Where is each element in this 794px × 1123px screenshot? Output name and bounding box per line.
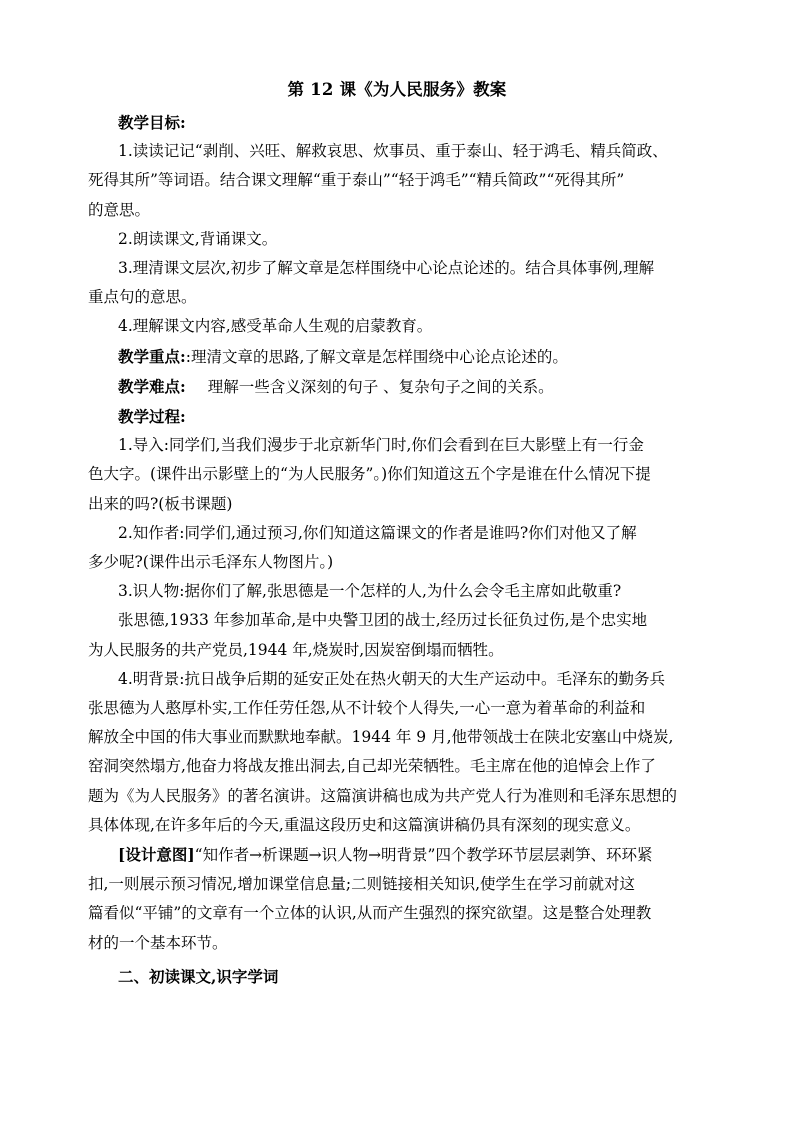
- difficulty: [118, 372, 700, 402]
- step-4: [88, 665, 700, 840]
- goal-1: [88, 137, 700, 225]
- person-intro: [88, 606, 700, 664]
- design-intent-line-4: 材的一个基本环节。: [88, 933, 228, 952]
- goal-1-line-3: 的意思。: [88, 200, 151, 219]
- step-2: [88, 519, 700, 577]
- page-title: 第 12 课《为人民服务》教案: [287, 80, 507, 99]
- step-4-line-5: 题为《为人民服务》的著名演讲。这篇演讲稿也成为共产党人行为准则和毛泽东思想的: [88, 786, 678, 805]
- goals-heading: 教学目标:: [118, 113, 186, 132]
- step-4-line-2: 张思德为人憨厚朴实,工作任劳任怨,从不计较个人得失,一心一意为着革命的利益和: [88, 699, 646, 718]
- design-intent-line-3: 篇看似“平铺”的文章有一个立体的认识,从而产生强烈的探究欲望。这是整合处理教: [88, 904, 652, 923]
- step-4-line-1: 4.明背景:抗日战争后期的延安正处在热火朝天的大生产运动中。毛泽东的勤务兵: [118, 669, 666, 688]
- step-1-line-2: 色大字。(课件出示影壁上的“为人民服务”。)你们知道这五个字是谁在什么情况下提: [88, 465, 651, 484]
- difficulty-label: 教学难点:: [118, 376, 186, 396]
- goal-4-line: 4.理解课文内容,感受革命人生观的启蒙教育。: [118, 317, 433, 336]
- key-point-text: :理清文章的思路,了解文章是怎样围绕中心论点论述的。: [185, 347, 568, 366]
- step-2-line-2: 多少呢?(课件出示毛泽东人物图片。): [88, 553, 334, 572]
- key-point-label: 教学重点:: [118, 346, 186, 366]
- goal-2: [118, 225, 700, 254]
- step-4-line-3: 解放全中国的伟大事业而默默地奉献。1944 年 9 月,他带领战士在陕北安塞山中烧炭,: [88, 728, 674, 747]
- step-4-line-4: 窑洞突然塌方,他奋力将战友推出洞去,自己却光荣牺牲。毛主席在他的追悼会上作了: [88, 757, 656, 776]
- step-1: [88, 431, 700, 519]
- design-intent-line-1: “知作者→析课题→识人物→明背景”四个教学环节层层剥笋、环环紧: [194, 846, 653, 865]
- design-intent-label: [设计意图]: [118, 845, 195, 865]
- person-intro-line-1: 张思德,1933 年参加革命,是中央警卫团的战士,经历过长征负过伤,是个忠实地: [118, 611, 648, 630]
- step-3: [118, 577, 700, 606]
- design-intent-line-2: 扣,一则展示预习情况,增加课堂信息量;二则链接相关知识,使学生在学习前就对这: [88, 875, 636, 894]
- difficulty-text: 理解一些含义深刻的句子 、复杂句子之间的关系。: [207, 377, 554, 396]
- goal-4: [118, 312, 700, 341]
- step-2-line-1: 2.知作者:同学们,通过预习,你们知道这篇课文的作者是谁吗?你们对他又了解: [118, 523, 637, 542]
- step-1-line-1: 1.导入:同学们,当我们漫步于北京新华门时,你们会看到在巨大影壁上有一行金: [118, 436, 644, 455]
- document-body: [88, 108, 700, 991]
- design-intent: [88, 840, 700, 958]
- step-4-line-6: 具体体现,在许多年后的今天,重温这段历史和这篇演讲稿仍具有深刻的现实意义。: [88, 815, 641, 834]
- step-3-line: 3.识人物:据你们了解,张思德是一个怎样的人,为什么会令毛主席如此敬重?: [118, 582, 622, 601]
- process-heading: 教学过程:: [118, 407, 186, 427]
- goal-3-line-1: 3.理清课文层次,初步了解文章是怎样围绕中心论点论述的。结合具体事例,理解: [118, 259, 655, 278]
- step-1-line-3: 出来的吗?(板书课题): [88, 494, 233, 513]
- person-intro-line-2: 为人民服务的共产党员,1944 年,烧炭时,因炭窑倒塌而牺牲。: [88, 640, 504, 659]
- goal-1-line-2: 死得其所”等词语。结合课文理解“重于泰山”“轻于鸿毛”“精兵简政”“死得其所”: [88, 171, 625, 190]
- goal-2-line: 2.朗读课文,背诵课文。: [118, 229, 278, 248]
- goal-3-line-2: 重点句的意思。: [88, 288, 197, 307]
- section-2-heading: 二、初读课文,识字学词: [118, 966, 279, 986]
- goal-3: [88, 254, 700, 312]
- goal-1-line-1: 1.读读记记“剥削、兴旺、解救哀思、炊事员、重于泰山、轻于鸿毛、精兵简政、: [118, 142, 668, 161]
- key-point: [118, 342, 700, 372]
